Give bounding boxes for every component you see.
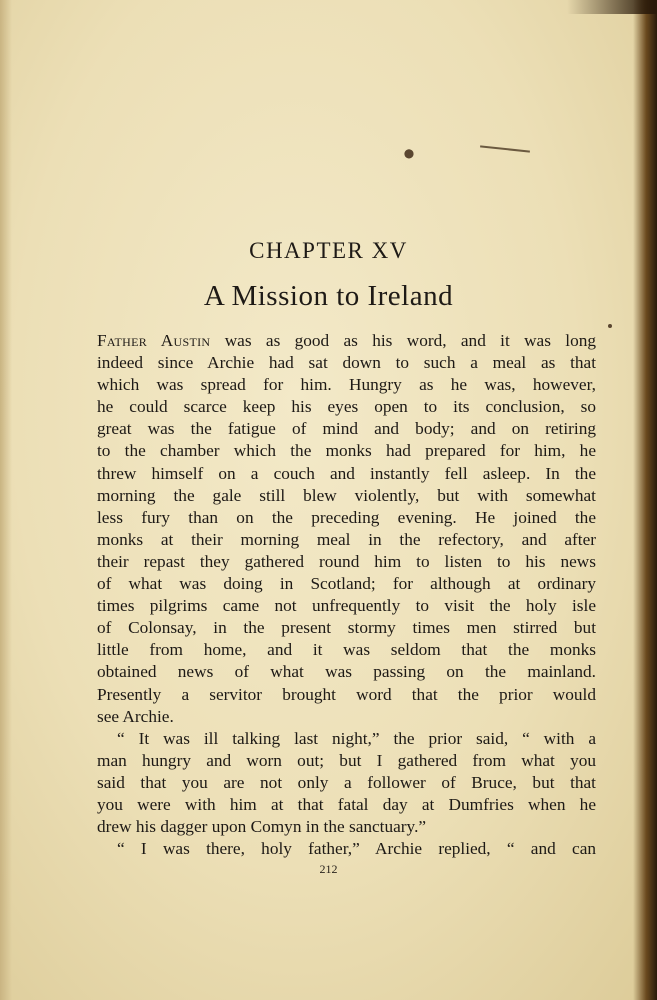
text-line: less fury than on the preceding evening. He joined the: [97, 507, 596, 527]
text-line: “ It was ill talking last night,” the prior said, “ with a: [117, 728, 596, 748]
lead-small-caps: Father Austin: [97, 331, 211, 350]
ink-dot: [608, 324, 612, 328]
text-line: of Colonsay, in the present stormy times men stirred but: [97, 618, 596, 638]
page-right-edge: [633, 0, 657, 1000]
text-line: monks at their morning meal in the refectory, and after: [97, 529, 596, 549]
page-number: 212: [319, 862, 338, 876]
text-line: man hungry and worn out; but I gathered from what you: [97, 750, 596, 770]
text-line: their repast they gathered round him to listen to his news: [97, 551, 596, 571]
chapter-title: A Mission to Ireland: [203, 280, 454, 312]
text-line: drew his dagger upon Comyn in the sanctuary.”: [97, 817, 427, 837]
page-left-edge: [0, 0, 12, 1000]
text-line: to the chamber which the monks had prepared for him, he: [97, 441, 596, 461]
text-line: little from home, and it was seldom that the monks: [97, 640, 596, 660]
text-line: Presently a servitor brought word that the prior would: [97, 684, 596, 704]
text-line: great was the fatigue of mind and body; and on retiring: [97, 419, 596, 439]
body-text: [97, 330, 596, 860]
text-line: which was spread for him. Hungry as he was, however,: [97, 375, 596, 395]
text-line: said that you are not only a follower of Bruce, but that: [97, 772, 596, 792]
text-line: see Archie.: [97, 706, 174, 726]
text-line: times pilgrims came not unfrequently to visit the holy isle: [97, 596, 596, 616]
text-line: you were with him at that fatal day at Dumfries when he: [97, 794, 596, 814]
page-top-corner-shadow: [567, 0, 657, 14]
text-line: Father Austin was as good as his word, and it was long: [97, 331, 597, 350]
text-line: threw himself on a couch and instantly fell asleep. In the: [97, 463, 596, 483]
text-line: obtained news of what was passing on the mainland.: [97, 662, 596, 682]
text-line: of what was doing in Scotland; for although at ordinary: [97, 574, 596, 594]
text-line: morning the gale still blew violently, but with somewhat: [97, 485, 596, 505]
ink-stroke: [480, 145, 530, 152]
text-line: “ I was there, holy father,” Archie replied, “ and can: [117, 839, 596, 859]
text-line: he could scarce keep his eyes open to its conclusion, so: [97, 397, 596, 417]
text-line: indeed since Archie had sat down to such a meal as that: [97, 353, 596, 373]
ink-speck: ●: [401, 144, 417, 162]
chapter-heading: CHAPTER XV: [249, 238, 408, 263]
